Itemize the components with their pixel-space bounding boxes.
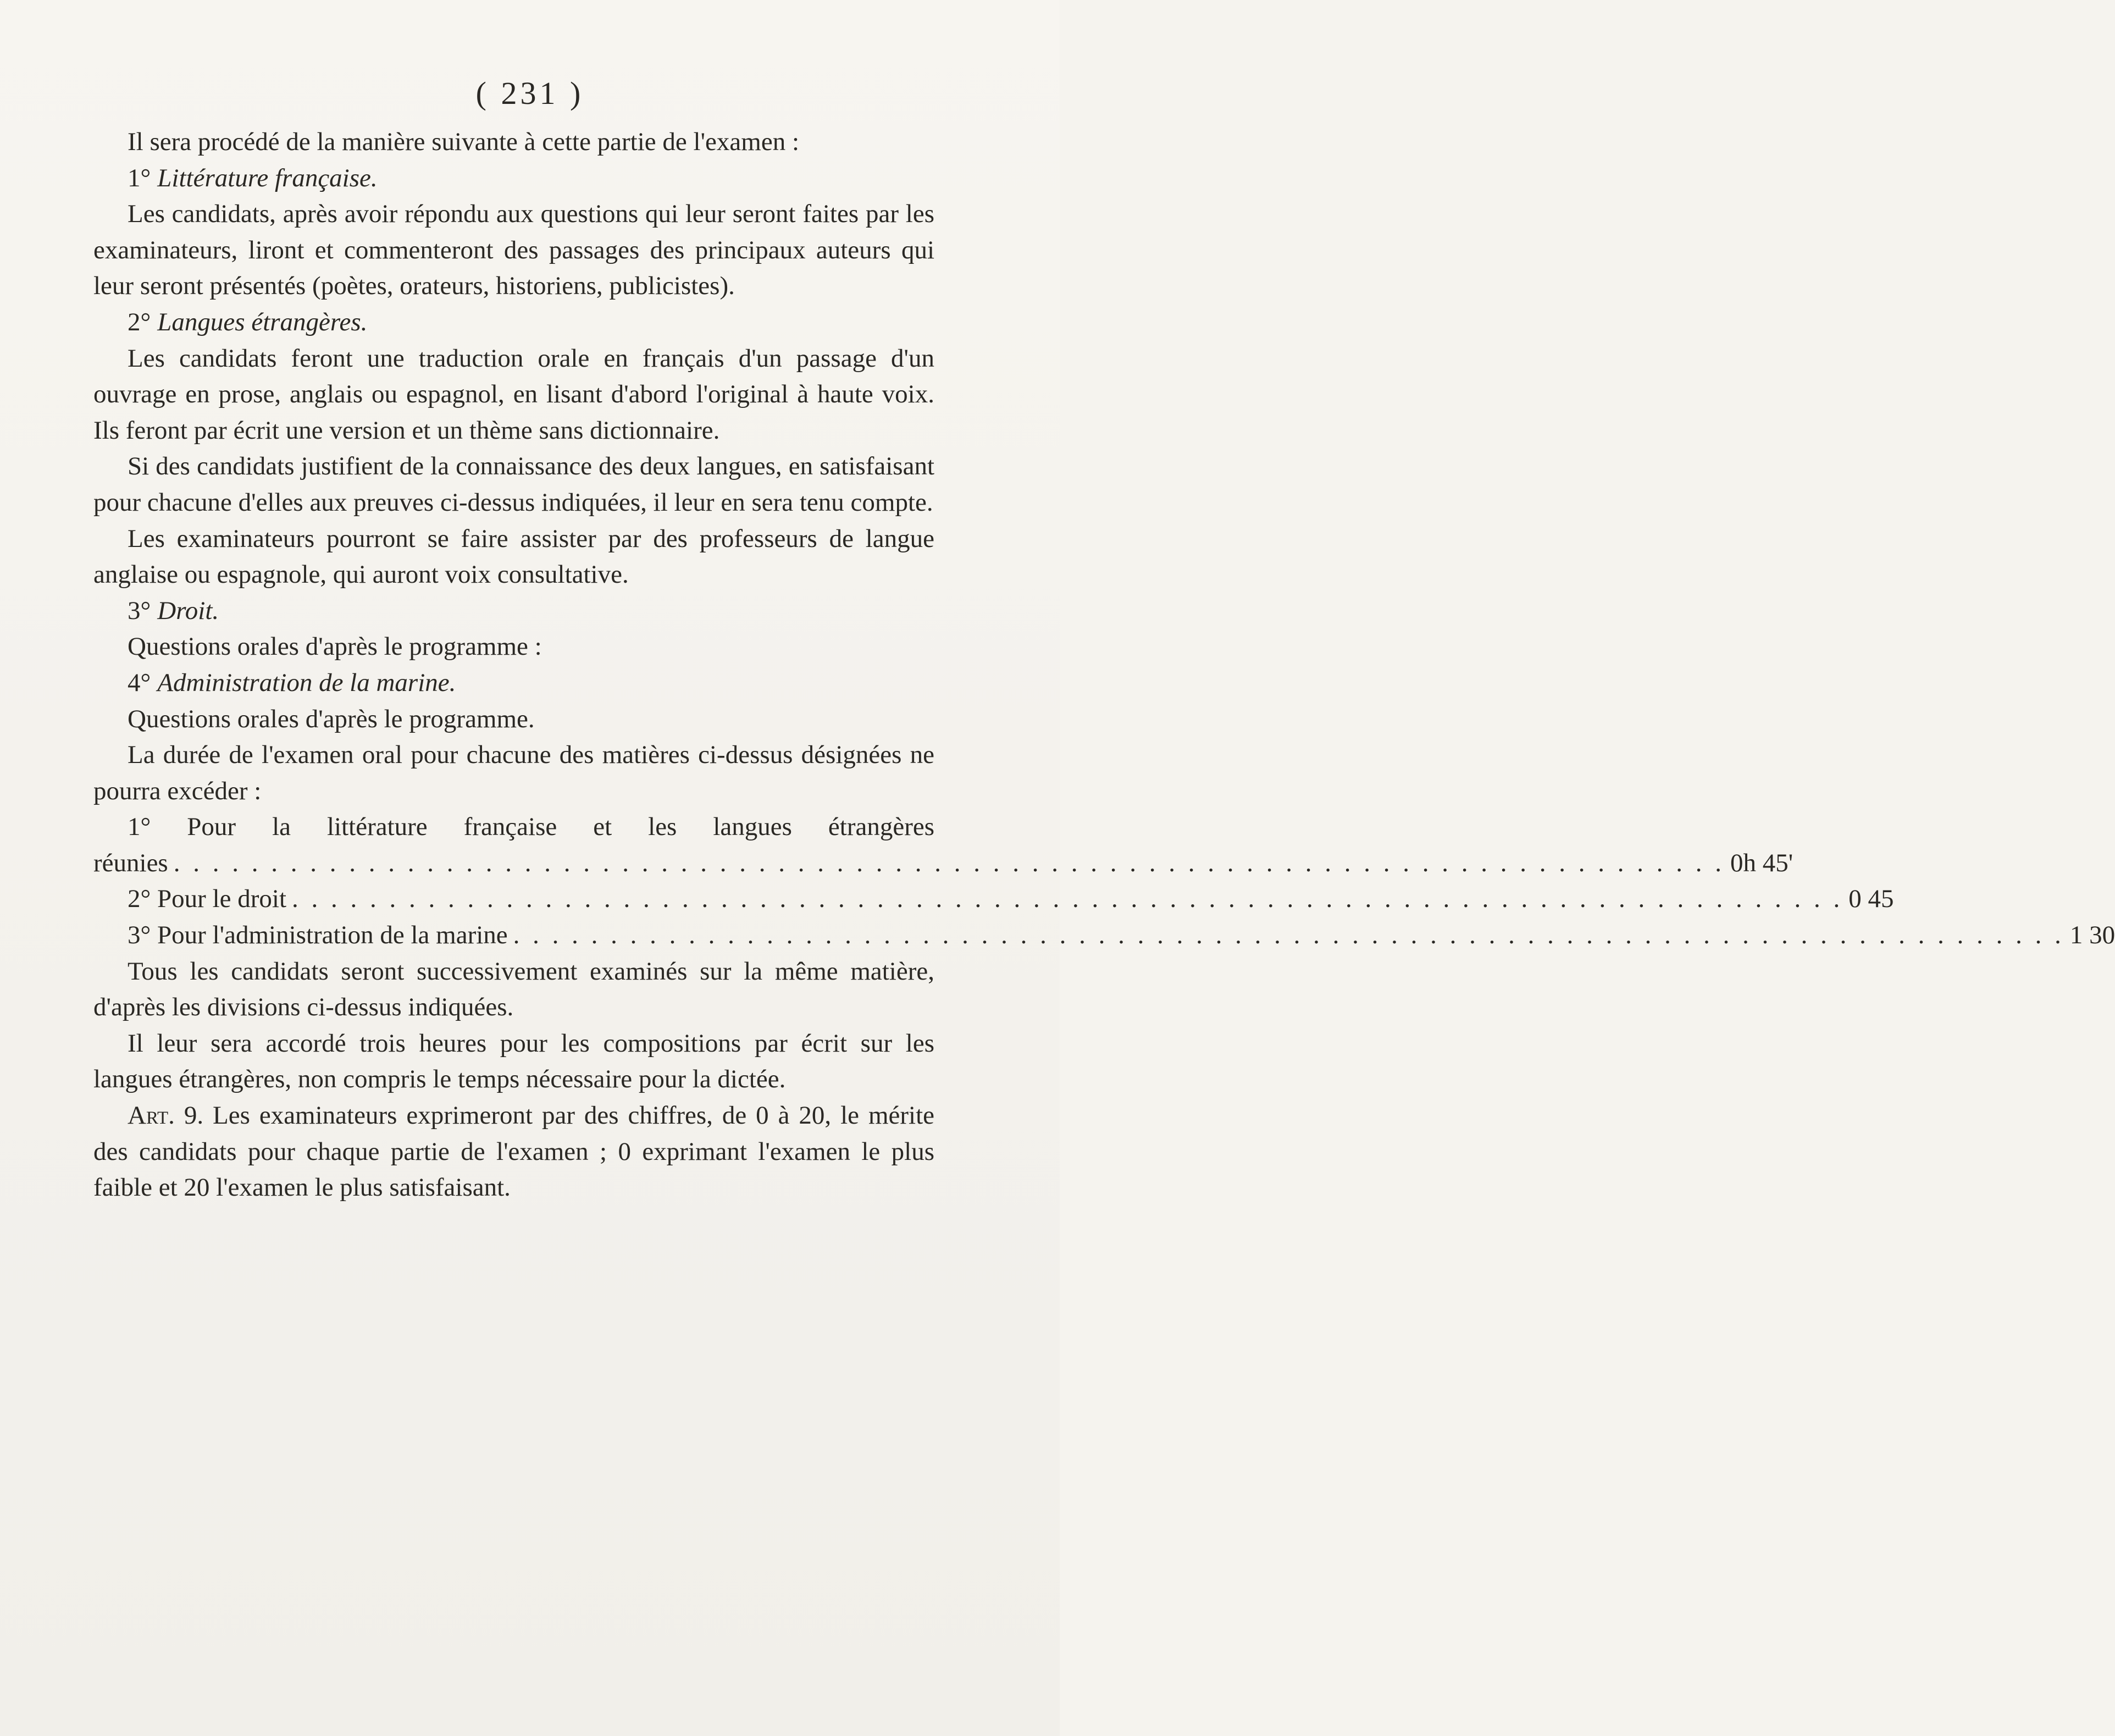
section-number: 4° <box>128 668 151 697</box>
duration-row-3-label: 3° Pour l'administration de la marine <box>128 921 508 950</box>
article-9 <box>93 1098 934 1206</box>
duration-row-3-value: 1 30 <box>2069 921 2115 950</box>
section-title: Droit. <box>157 596 219 625</box>
duration-row-1-continued: réunies <box>93 848 168 877</box>
leader-dots: . . . . . . . . . . . . . . . . . . . . . . . . . . . . . . . . . . . . . . . . . . . . . . . . . . . . . . . . . . . . . . . . . . . . . . . . . . . . . . . . <box>513 921 2064 950</box>
paragraph-trois-heures: Il leur sera accordé trois heures pour les compositions par écrit sur les langues étrangères, non compris le temps nécessaire pour la dictée. <box>93 1029 934 1094</box>
section-title: Langues étrangères. <box>157 307 368 336</box>
section-title: Littérature française. <box>157 163 378 192</box>
leader-dots: . . . . . . . . . . . . . . . . . . . . . . . . . . . . . . . . . . . . . . . . . . . . . . . . . . . . . . . . . . . . . . . . . . . . . . . . . . . . . . . . <box>173 848 1725 877</box>
page-number: ( 231 ) <box>475 75 584 111</box>
section-heading-langues <box>93 305 934 341</box>
section-number: 3° <box>128 596 151 625</box>
paragraph-litterature: Les candidats, après avoir répondu aux questions qui leur seront faites par les examinateurs, liront et commenteront des passages des principaux auteurs qui leur seront présentés (poètes, orateurs, historiens, publicistes). <box>93 200 934 301</box>
paragraph-duree: La durée de l'examen oral pour chacune des matières ci-dessus désignées ne pourra excéder : <box>93 740 934 805</box>
section-heading-litterature <box>93 161 934 197</box>
paragraph-administration: Questions orales d'après le programme. <box>128 704 535 733</box>
article-text: Les examinateurs exprimeront par des chiffres, de 0 à 20, le mérite des candidats pour chaque partie de l'examen ; 0 exprimant l'examen le plus faible et 20 l'examen le plus satisfaisant. <box>93 1101 935 1202</box>
leader-dots: . . . . . . . . . . . . . . . . . . . . . . . . . . . . . . . . . . . . . . . . . . . . . . . . . . . . . . . . . . . . . . . . . . . . . . . . . . . . . . . . <box>292 884 1843 914</box>
paragraph-deux-langues: Si des candidats justifient de la connaissance des deux langues, en satisfaisant pour chacune d'elles aux preuves ci-dessus indiquées, il leur en sera tenu compte. <box>93 452 934 517</box>
duration-row-3 <box>93 917 2115 954</box>
paragraph-droit: Questions orales d'après le programme : <box>128 632 542 661</box>
paragraph-tous-candidats: Tous les candidats seront successivement examinés sur la même matière, d'après les divisions ci-dessus indiquées. <box>93 957 934 1022</box>
section-heading-administration <box>93 665 934 701</box>
duration-row-1 <box>93 845 1793 882</box>
section-number: 1° <box>128 163 151 192</box>
duration-row-1-label: 1° Pour la littérature française et les langues étrangères <box>128 812 934 842</box>
paragraph-traduction: Les candidats feront une traduction orale en français d'un passage d'un ouvrage en prose, anglais ou espagnol, en lisant d'abord l'original à haute voix. Ils feront par écrit une version et un thème sans dictionnaire. <box>93 344 934 445</box>
article-label: Art. 9. <box>128 1101 204 1130</box>
body-text <box>93 124 2115 1206</box>
section-number: 2° <box>128 307 151 336</box>
duration-row-2-label: 2° Pour le droit <box>128 884 287 914</box>
intro-paragraph: Il sera procédé de la manière suivante à cette partie de l'examen : <box>128 128 799 156</box>
duration-row-2 <box>93 881 1894 917</box>
section-heading-droit <box>93 593 934 629</box>
duration-row-1-value: 0h 45' <box>1730 848 1793 877</box>
paragraph-examinateurs: Les examinateurs pourront se faire assister par des professeurs de langue anglaise ou espagnole, qui auront voix consultative. <box>93 524 934 589</box>
duration-row-2-value: 0 45 <box>1848 884 1894 914</box>
section-title: Administration de la marine. <box>157 668 456 697</box>
